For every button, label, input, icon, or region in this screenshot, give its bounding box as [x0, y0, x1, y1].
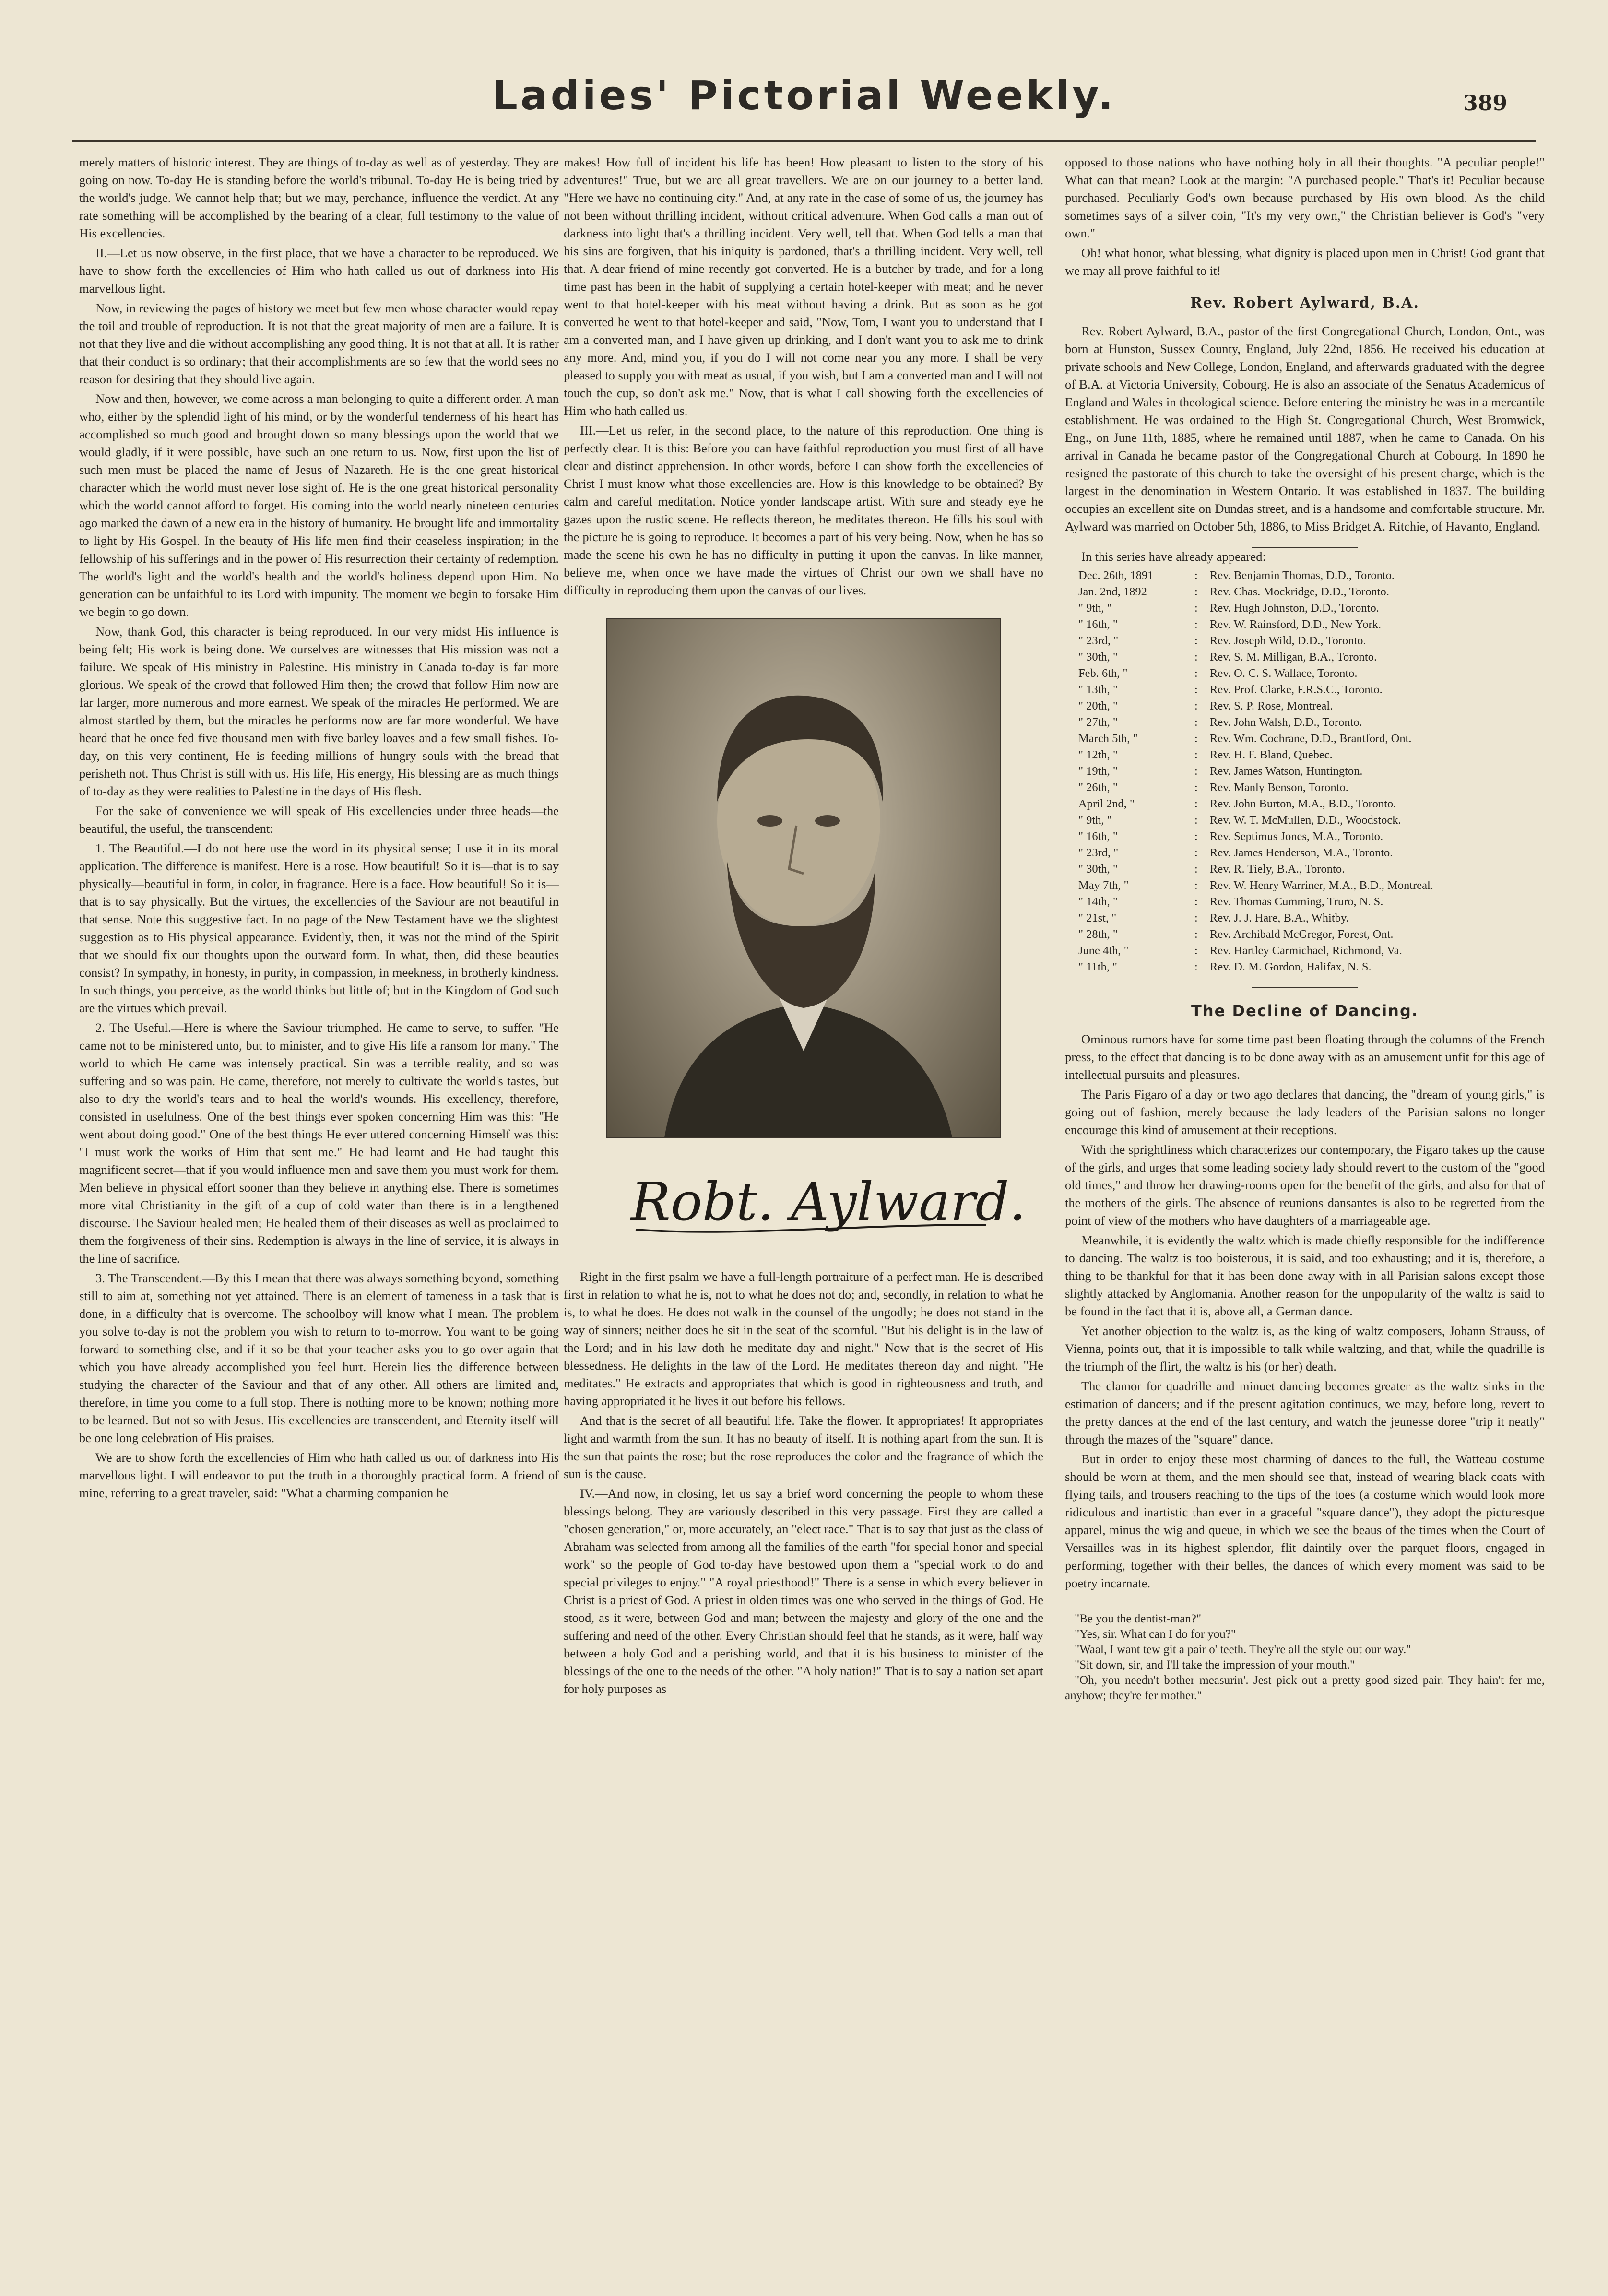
series-entry: [1076, 943, 1436, 959]
series-entry: [1076, 747, 1436, 763]
column-3: [1065, 154, 1545, 2274]
series-entry: [1076, 584, 1436, 600]
bio-paragraph: Rev. Robert Aylward, B.A., pastor of the first Congregational Church, London, Ont., was born at Hunston, Sussex County, England, July 22nd, 1856. He received his education at private schools and New College, London, England, and afterwards graduated with the degree of B.A. at Victoria University, Cobourg. He is also an associate of the Senatus Academicus of England and Wales in theological science. Before entering the ministry he was in a mercantile establishment. He was ordained to the High St. Congregational Church, West Bromwick, Eng., on June 11th, 1885, where he remained until 1887, when he came to Canada. On his arrival in Canada he became pastor of the Congregational Church at Cobourg. In 1890 he resigned the pastorate of this church to take the oversight of his present charge, which is the largest in the denomination in Western Ontario. It was established in 1837. The building occupies an excellent site on Dundas street, and is a handsome and comfortable structure. Mr. Aylward was married on October 5th, 1886, to Miss Bridget A. Ritchie, of Havanto, England.: [1065, 324, 1545, 533]
series-date: " 9th, ": [1078, 602, 1112, 615]
series-name: Rev. James Henderson, M.A., Toronto.: [1210, 846, 1393, 859]
series-date: Dec. 26th, 1891: [1078, 569, 1154, 582]
series-name: Rev. Manly Benson, Toronto.: [1210, 781, 1348, 794]
joke-line: "Be you the dentist-man?": [1075, 1612, 1202, 1625]
series-date: " 26th, ": [1078, 781, 1118, 794]
paragraph: Meanwhile, it is evidently the waltz which is made chiefly responsible for the indifference to dancing. The waltz is too boisterous, it is said, and too exhausting; and it is, therefore, a thing to be thankful for that it has been done away with in all Parisian salons except those slightly attacked by Anglomania. Another reason for the unpopularity of the waltz is said to be found in the fact that it is, above all, a German dance.: [1065, 1233, 1545, 1318]
paragraph: Oh! what honor, what blessing, what dignity is placed upon men in Christ! God grant that we may all prove faithful to it!: [1065, 246, 1545, 278]
series-name: Rev. S. P. Rose, Montreal.: [1210, 699, 1333, 712]
series-name: Rev. W. Henry Warriner, M.A., B.D., Montreal.: [1210, 879, 1433, 892]
series-date: " 20th, ": [1078, 699, 1118, 712]
series-date: " 30th, ": [1078, 863, 1118, 876]
series-entry: [1076, 845, 1436, 861]
series-entry: [1076, 600, 1436, 616]
series-name: Rev. Septimus Jones, M.A., Toronto.: [1210, 830, 1383, 843]
paragraph: 3. The Transcendent.—By this I mean that there was always something beyond, something still to aim at, something not yet attained. There is an element of tameness in a task that is done, in a difficulty that is overcome. The schoolboy will know what I mean. The problem you solve to-day is not the problem you wish to return to to-morrow. You want to be going forward to something else, and if it so be that your teacher asks you to go over again that which you have already accomplished you feel hurt. Herein lies the difference between studying the character of the Saviour and that of any other. All others are limited and, therefore, in time you come to a full stop. There is nothing more to be known; nothing more to be learned. But not so with Jesus. His excellencies are transcendent, and Eternity itself will be one long celebration of His praises.: [79, 1271, 559, 1445]
paragraph: Now and then, however, we come across a man belonging to quite a different order. A man who, either by the splendid light of his mind, or by the wonderful tenderness of his heart has accomplished so much good and brought down so many blessings upon the world that we would gladly, if it were possible, have such an one return to us. Now, first upon the list of such men must be placed the name of Jesus of Nazareth. He is the one great historical character which the world must never lose sight of. He is the one great historical personality which the world cannot afford to forget. His coming into the world nearly nineteen centuries ago marked the dawn of a new era in the history of humanity. He brought life and immortality to light by His Gospel. In the beauty of His life men find their ceaseless inspiration; in the fellowship of his sufferings and in the power of His resurrection their certainty of redemption. The world's light and the world's health and the world's holiness depend upon Him. No generation can be unfaithful to its Lord with impunity. The moment we begin to forsake Him we begin to go down.: [79, 391, 559, 619]
paragraph: Now, in reviewing the pages of history we meet but few men whose character would repay the toil and trouble of reproduction. It is not that the great majority of men are a failure. It is not that they live and die without accomplishing any good thing. It is not that at all. It is rather that their conduct is so ordinary; that their accomplishments are so few that the world sees no reason for desiring that they should live again.: [79, 301, 559, 386]
series-entry: [1076, 894, 1436, 910]
dentist-joke: [1065, 1611, 1545, 1704]
series-name: Rev. Prof. Clarke, F.R.S.C., Toronto.: [1210, 683, 1383, 696]
series-colon: :: [1194, 699, 1198, 712]
series-colon: :: [1194, 716, 1198, 729]
series-colon: :: [1194, 960, 1198, 973]
header-rule: [72, 140, 1536, 142]
masthead: [0, 72, 1608, 125]
series-colon: :: [1194, 618, 1198, 631]
series-colon: :: [1194, 814, 1198, 827]
series-name: Rev. J. J. Hare, B.A., Whitby.: [1210, 911, 1349, 924]
series-colon: :: [1194, 634, 1198, 647]
series-entry: [1076, 698, 1436, 714]
series-entry: [1076, 616, 1436, 633]
series-colon: :: [1194, 944, 1198, 957]
paragraph: And that is the secret of all beautiful life. Take the flower. It appropriates! It appropriates light and warmth from the sun. It has no beauty of itself. It is nothing apart from the sun. It is the sun that paints the rose; but the rose reproduces the color and the fragrance of which the sun is the cause.: [564, 1413, 1043, 1481]
series-colon: :: [1194, 846, 1198, 859]
series-name: Rev. W. Rainsford, D.D., New York.: [1210, 618, 1382, 631]
series-list: [1076, 568, 1436, 975]
column-2: [564, 154, 1043, 2274]
series-date: " 19th, ": [1078, 765, 1118, 778]
series-name: Rev. John Burton, M.A., B.D., Toronto.: [1210, 797, 1396, 810]
series-entry: [1076, 877, 1436, 894]
section-rule: [1252, 987, 1358, 988]
paragraph: II.—Let us now observe, in the first place, that we have a character to be reproduced. We have to show forth the excellencies of Him who hath called us out of darkness into His marvellous light.: [79, 246, 559, 296]
series-colon: :: [1194, 651, 1198, 663]
series-colon: :: [1194, 781, 1198, 794]
series-name: Rev. John Walsh, D.D., Toronto.: [1210, 716, 1362, 729]
paragraph: Right in the first psalm we have a full-length portraiture of a perfect man. He is described first in relation to what he is, not to what he does not do; and, secondly, in relation to what he is, to what he does. He does not walk in the counsel of the ungodly; he does not stand in the way of sinners; neither does he sit in the seat of the scornful. "But his delight is in the law of the Lord; and in his law doth he meditate day and night." Now that is the secret of His blessedness. He delights in the law of the Lord. He meditates thereon day and night. "He meditates." He extracts and appropriates that which is good in righteousness and truth, and having appropriated it he lives it out before his fellows.: [564, 1269, 1043, 1408]
series-date: " 27th, ": [1078, 716, 1118, 729]
series-name: Rev. Thomas Cumming, Truro, N. S.: [1210, 895, 1383, 908]
series-name: Rev. H. F. Bland, Quebec.: [1210, 748, 1333, 761]
series-entry: [1076, 763, 1436, 780]
series-colon: :: [1194, 569, 1198, 582]
series-date: " 12th, ": [1078, 748, 1118, 761]
series-date: " 23rd, ": [1078, 846, 1119, 859]
series-entry: [1076, 780, 1436, 796]
series-colon: :: [1194, 895, 1198, 908]
paragraph: For the sake of convenience we will speak of His excellencies under three heads—the beautiful, the useful, the transcendent:: [79, 804, 559, 836]
series-name: Rev. O. C. S. Wallace, Toronto.: [1210, 667, 1358, 680]
paragraph: We are to show forth the excellencies of Him who hath called us out of darkness into His marvellous light. I will endeavor to put the truth in a thoroughly practical form. A friend of mine, referring to a great traveler, said: "What a charming companion he: [79, 1450, 559, 1500]
joke-line: "Sit down, sir, and I'll take the impression of your mouth.": [1075, 1658, 1355, 1671]
dancing-heading: The Decline of Dancing.: [1191, 1002, 1419, 1020]
portrait-engraving: [606, 618, 1001, 1138]
paragraph: The clamor for quadrille and minuet dancing becomes greater as the waltz sinks in the estimation of dancers; and if the present agitation continues, we may, before long, revert to the pretty dances at the end of the last century, and watch the jeunesse doree "trip it neatly" through the mazes of the "square" dance.: [1065, 1379, 1545, 1446]
series-entry: [1076, 568, 1436, 584]
series-date: March 5th, ": [1078, 732, 1138, 745]
series-entry: [1076, 812, 1436, 828]
joke-line: "Oh, you needn't bother measurin'. Jest pick out a pretty good-sized pair. They hain't fer me, anyhow; they're fer mother.": [1065, 1674, 1545, 1702]
series-colon: :: [1194, 748, 1198, 761]
series-name: Rev. Hugh Johnston, D.D., Toronto.: [1210, 602, 1379, 615]
series-entry: [1076, 828, 1436, 845]
paragraph: 2. The Useful.—Here is where the Saviour triumphed. He came to serve, to suffer. "He came not to be ministered unto, but to minister, and to give His life a ransom for many." The world to which He came was intensely practical. Sin was a terrible reality, and so was suffering and so was pain. He came, therefore, not merely to cultivate the world's tastes, but also to dry the world's tears and to heal the world's wounds. His excellency, therefore, consisted in usefulness. One of the best things ever spoken concerning Him was this: "He went about doing good." One of the best things He ever uttered concerning Himself was this: "I must work the works of Him that sent me." He had learnt and He had taught this magnificent secret—that if you would influence men and save them you must work for them. Men believe in physical effort sooner than they believe in anything else. There is sometimes more vital Christianity in the gift of a cup of cold water than there is in a lengthened discourse. The Saviour healed men; He healed them of their diseases as well as proclaimed to them the forgiveness of their sins. Redemption is always in the line of service, it is always in the line of sacrifice.: [79, 1020, 559, 1266]
series-date: " 11th, ": [1078, 960, 1118, 973]
signature: [564, 1153, 1043, 1249]
series-entry: [1076, 796, 1436, 812]
series-name: Rev. Chas. Mockridge, D.D., Toronto.: [1210, 585, 1389, 598]
series-colon: :: [1194, 667, 1198, 680]
series-date: Feb. 6th, ": [1078, 667, 1128, 680]
series-date: " 16th, ": [1078, 830, 1118, 843]
series-colon: :: [1194, 683, 1198, 696]
paragraph: opposed to those nations who have nothing holy in all their thoughts. "A peculiar people!" What can that mean? Look at the margin: "A purchased people." That's it! Peculiar because purchased. Peculiarly God's own because purchased by His own blood. As the child sometimes says of a silver coin, "It's my very own," the Christian believer is God's "very own.": [1065, 155, 1545, 240]
paragraph: But in order to enjoy these most charming of dances to the full, the Watteau costume should be worn at them, and the men should see that, instead of wearing black coats with flying tails, and trousers reaching to the tips of the toes (a costume which would look more ridiculous and inartistic than ever in a graceful "square dance"), they adopt the picturesque apparel, minus the wig and queue, in which we see the beaus of the times when the Court of Versailles was in its highest splendor, flit daintily over the parquet floors, engaged in performing, together with their belles, the dances of which every moment was said to be poetry incarnate.: [1065, 1452, 1545, 1590]
series-colon: :: [1194, 879, 1198, 892]
series-entry: [1076, 861, 1436, 877]
series-colon: :: [1194, 911, 1198, 924]
series-date: " 23rd, ": [1078, 634, 1119, 647]
series-date: " 16th, ": [1078, 618, 1118, 631]
series-name: Rev. S. M. Milligan, B.A., Toronto.: [1210, 651, 1377, 663]
joke-line: "Yes, sir. What can I do for you?": [1075, 1628, 1236, 1641]
paragraph: 1. The Beautiful.—I do not here use the word in its physical sense; I use it in its moral application. The difference is manifest. Here is a rose. How beautiful! So it is—that is to say physically—beautiful in form, in color, in fragrance. Here is a face. How beautiful! So it is—that is to say physically. But the virtues, the excellencies of the Saviour are not beautiful in that sense. Note this suggestive fact. In no page of the New Testament have we the slightest suggestion as to His physical appearance. Evidently, then, it was not the mind of the Spirit that we should fix our thoughts upon the outward form. In what, then, did these beauties consist? In sympathy, in honesty, in purity, in compassion, in meekness, in brotherly kindness. In such things, you perceive, as the world thinks but little of; but in the Kingdom of God such are the virtues which prevail.: [79, 841, 559, 1015]
series-entry: [1076, 633, 1436, 649]
series-date: June 4th, ": [1078, 944, 1129, 957]
paragraph: The Paris Figaro of a day or two ago declares that dancing, the "dream of young girls," is going out of fashion, merely because the lady leaders of the Parisian salons no longer encourage this kind of amusement at their receptions.: [1065, 1087, 1545, 1137]
series-colon: :: [1194, 863, 1198, 876]
series-entry: [1076, 731, 1436, 747]
series-date: April 2nd, ": [1078, 797, 1135, 810]
series-entry: [1076, 665, 1436, 682]
series-colon: :: [1194, 585, 1198, 598]
series-name: Rev. Archibald McGregor, Forest, Ont.: [1210, 928, 1394, 941]
series-entry: [1076, 714, 1436, 731]
series-date: " 30th, ": [1078, 651, 1118, 663]
paragraph: III.—Let us refer, in the second place, to the nature of this reproduction. One thing is perfectly clear. It is this: Before you can have faithful reproduction you must first of all have clear and distinct apprehension. In other words, before I can show forth the excellencies of Christ I must know what those excellencies are. How is this knowledge to be obtained? By calm and careful meditation. Notice yonder landscape artist. With sure and steady eye he gazes upon the rustic scene. He reflects thereon, he meditates thereon. He fills his soul with the picture he is going to reproduce. It becomes a part of his very being. Now, when he has so made the scene his own he has no difficulty in putting it upon the canvas. In like manner, believe me, when once we have made the virtues of Christ our own we shall have no difficulty in reproducing them upon the canvas of our lives.: [564, 423, 1043, 597]
series-name: Rev. W. T. McMullen, D.D., Woodstock.: [1210, 814, 1401, 827]
series-colon: :: [1194, 732, 1198, 745]
masthead-title: Ladies' Pictorial Weekly.: [492, 72, 1116, 119]
series-name: Rev. R. Tiely, B.A., Toronto.: [1210, 863, 1345, 876]
signature-script: [564, 1153, 1043, 1249]
paragraph: With the sprightliness which characterizes our contemporary, the Figaro takes up the cause of the girls, and urges that some leading society lady should revert to the custom of the "good old times," and throw her drawing-rooms open for the benefit of the girls, and also for that of the mothers of the girls. The absence of reunions dansantes is also to be regretted from the point of view of the mothers who have daughters of a marriageable age.: [1065, 1142, 1545, 1228]
series-name: Rev. James Watson, Huntington.: [1210, 765, 1363, 778]
paragraph: Ominous rumors have for some time past been floating through the columns of the French press, to the effect that dancing is to be done away with as an amusement unfit for this age of intellectual pursuits and pleasures.: [1065, 1032, 1545, 1082]
series-entry: [1076, 959, 1436, 975]
series-entry: [1076, 682, 1436, 698]
series-colon: :: [1194, 928, 1198, 941]
paragraph: merely matters of historic interest. They are things of to-day as well as of yesterday. They are going on now. To-day He is standing before the world's tribunal. To-day He is being tried by the world's judge. We cannot help that; but we may, perchance, influence the verdict. At any rate something will be accomplished by the bearing of a clear, full testimony to the value of His excellencies.: [79, 155, 559, 240]
series-title: In this series have already appeared:: [1081, 549, 1266, 564]
series-colon: :: [1194, 830, 1198, 843]
series-colon: :: [1194, 797, 1198, 810]
series-colon: :: [1194, 765, 1198, 778]
series-entry: [1076, 649, 1436, 665]
signature-text: Robt. Aylward.: [631, 1171, 1026, 1232]
series-entry: [1076, 910, 1436, 926]
series-date: Jan. 2nd, 1892: [1078, 585, 1147, 598]
series-name: Rev. D. M. Gordon, Halifax, N. S.: [1210, 960, 1372, 973]
bio-heading: Rev. Robert Aylward, B.A.: [1190, 295, 1419, 311]
joke-line: "Waal, I want tew git a pair o' teeth. They're all the style out our way.": [1075, 1643, 1411, 1656]
column-1: [79, 154, 559, 2274]
series-name: Rev. Benjamin Thomas, D.D., Toronto.: [1210, 569, 1395, 582]
series-name: Rev. Joseph Wild, D.D., Toronto.: [1210, 634, 1366, 647]
series-name: Rev. Wm. Cochrane, D.D., Brantford, Ont.: [1210, 732, 1412, 745]
series-colon: :: [1194, 602, 1198, 615]
series-name: Rev. Hartley Carmichael, Richmond, Va.: [1210, 944, 1402, 957]
series-date: " 14th, ": [1078, 895, 1118, 908]
series-entry: [1076, 926, 1436, 943]
portrait-figure: [607, 619, 1000, 1137]
paragraph: Yet another objection to the waltz is, as the king of waltz composers, Johann Strauss, of Vienna, points out, that it is impossible to talk while waltzing, and that, while the quadrille is the triumph of the flirt, the waltz is his (or her) death.: [1065, 1324, 1545, 1373]
series-date: " 9th, ": [1078, 814, 1112, 827]
page-number: 389: [1463, 91, 1507, 116]
series-date: May 7th, ": [1078, 879, 1129, 892]
paragraph: Now, thank God, this character is being reproduced. In our very midst His influence is being felt; His work is being done. We ourselves are witnesses that His mission was not a failure. We speak of His ministry in Palestine. His ministry in Canada to-day is far more glorious. We speak of the crowd that followed Him then; the crowd that follow Him now are far larger, more numerous and more earnest. We speak of the miracles He performed. We are almost startled by them, but the miracles he performs now are far more wonderful. We have heard that he once fed five thousand men with five barley loaves and a few small fishes. To-day, on this very continent, He is feeding millions of hungry souls with the bread that perisheth not. Thus Christ is still with us. His life, His energy, His blessing are as much things of to-day as they were realities to Palestine in the days of His flesh.: [79, 624, 559, 798]
paragraph: makes! How full of incident his life has been! How pleasant to listen to the story of his adventures!" True, but we are all great travellers. We are on our journey to a better land. "Here we have no continuing city." And, at any rate in the case of some of us, the journey has not been without thrilling incident, without critical adventure. When God calls a man out of darkness into light that's a thrilling incident. Very well, tell that. When God tells a man that his sins are forgiven, that his iniquity is pardoned, that's a thrilling incident. Very well, tell that. A dear friend of mine recently got converted. He is a butcher by trade, and for a long time past has been in the habit of supplying a certain hotel-keeper with meat; and he never went to that hotel-keeper with his meat without having a drink. But as soon as he got converted he went to that hotel-keeper and said, "Now, Tom, I want you to understand that I am a converted man, and I have given up drinking, and I don't want you to ask me to drink any more. And, mind you, if you do I will not come near you any more. I shall be very pleased to supply you with meat as usual, if you wish, but I am a converted man and I will not touch the cup, so don't ask me." Now, that is what I call showing forth the excellencies of Him who hath called us.: [564, 155, 1043, 418]
paragraph: IV.—And now, in closing, let us say a brief word concerning the people to whom these blessings belong. They are variously described in this very passage. First they are called a "chosen generation," or, more accurately, an "elect race." That is to say that just as the class of Abraham was selected from among all the families of the earth "for special honor and special work" so the people of God to-day have bestowed upon them a "special work to do and special privileges to enjoy." "A royal priesthood!" There is a sense in which every believer in Christ is a priest of God. A priest in olden times was one who served in the things of God. He stood, as it were, between God and man; between the majesty and glory of the one and the suffering and need of the other. Every Christian should feel that he stands, as it were, half way between a holy God and a perishing world, and that it is his business to minister of the blessings of the one to the needs of the other. "A holy nation!" That is to say a nation set apart for holy purposes as: [564, 1486, 1043, 1696]
series-date: " 21st, ": [1078, 911, 1117, 924]
series-date: " 13th, ": [1078, 683, 1118, 696]
series-date: " 28th, ": [1078, 928, 1118, 941]
